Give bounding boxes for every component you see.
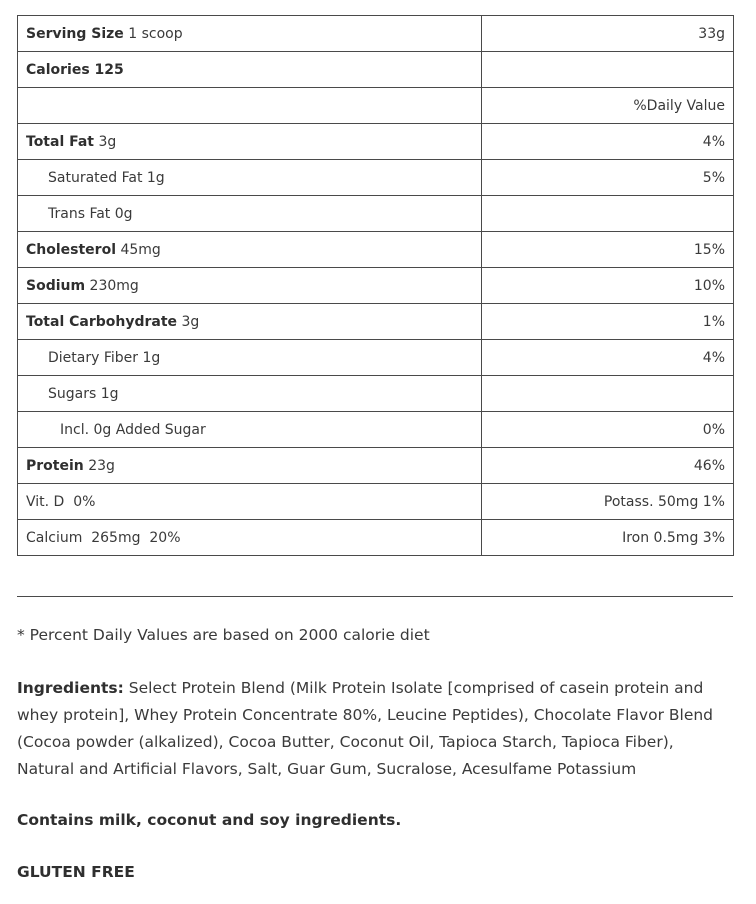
table-row [18,484,734,520]
calcium-value: Calcium 265mg 20% [18,520,482,556]
calories-label: Calories 125 [18,52,482,88]
total-fat-dv: 4% [482,124,734,160]
table-row [18,160,734,196]
total-carbohydrate-dv: 1% [482,304,734,340]
total-carbohydrate-label: Total Carbohydrate [26,313,178,330]
serving-weight: 33g [482,16,734,52]
added-sugar-dv: 0% [482,412,734,448]
table-row [18,520,734,556]
empty-cell [18,88,482,124]
saturated-fat-dv: 5% [482,160,734,196]
potassium-value: Potass. 50mg 1% [482,484,734,520]
allergen-statement: Contains milk, coconut and soy ingredients. [17,811,402,829]
nutrition-facts-table [17,15,734,556]
table-row [18,340,734,376]
serving-size-value: 1 scoop [128,25,183,42]
gluten-free-label: GLUTEN FREE [17,863,135,881]
saturated-fat-label: Saturated Fat 1g [18,160,482,196]
table-row [18,232,734,268]
cholesterol-label: Cholesterol [26,241,116,258]
sodium-dv: 10% [482,268,734,304]
table-row [18,304,734,340]
sugars-label: Sugars 1g [18,376,482,412]
total-fat-cell [18,124,482,160]
ingredients-paragraph [17,675,733,783]
sodium-cell [18,268,482,304]
sugars-dv [482,376,734,412]
table-row [18,376,734,412]
vitamin-d-value: Vit. D 0% [18,484,482,520]
protein-amount: 23g [88,457,115,474]
table-row [18,16,734,52]
empty-cell [482,52,734,88]
protein-cell [18,448,482,484]
serving-size-cell [18,16,482,52]
table-row [18,124,734,160]
table-row [18,448,734,484]
protein-label: Protein [26,457,84,474]
table-row [18,196,734,232]
dietary-fiber-label: Dietary Fiber 1g [18,340,482,376]
section-divider [17,596,733,597]
iron-value: Iron 0.5mg 3% [482,520,734,556]
total-fat-amount: 3g [98,133,117,150]
total-carbohydrate-amount: 3g [181,313,200,330]
table-row [18,88,734,124]
ingredients-label: Ingredients: [17,679,124,697]
trans-fat-dv [482,196,734,232]
table-row [18,412,734,448]
cholesterol-dv: 15% [482,232,734,268]
trans-fat-label: Trans Fat 0g [18,196,482,232]
added-sugar-label: Incl. 0g Added Sugar [18,412,482,448]
dietary-fiber-dv: 4% [482,340,734,376]
cholesterol-amount: 45mg [120,241,161,258]
protein-dv: 46% [482,448,734,484]
sodium-label: Sodium [26,277,86,294]
total-carbohydrate-cell [18,304,482,340]
daily-value-header: %Daily Value [482,88,734,124]
sodium-amount: 230mg [89,277,139,294]
cholesterol-cell [18,232,482,268]
table-row [18,52,734,88]
daily-value-footnote: * Percent Daily Values are based on 2000 calorie diet [17,626,430,644]
total-fat-label: Total Fat [26,133,95,150]
serving-size-label: Serving Size [26,25,124,42]
ingredients-text: Select Protein Blend (Milk Protein Isolate [comprised of casein protein and whey protein], Whey Protein Concentrate 80%, Leucine Peptides), Chocolate Flavor Blend (Cocoa powder (alkalized), Cocoa Butter, Coconut Oil, Tapioca Starch, Tapioca Fiber), Natural and Artificial Flavors, Salt, Guar Gum, Sucralose, Acesulfame Potassium [17,679,714,778]
table-row [18,268,734,304]
